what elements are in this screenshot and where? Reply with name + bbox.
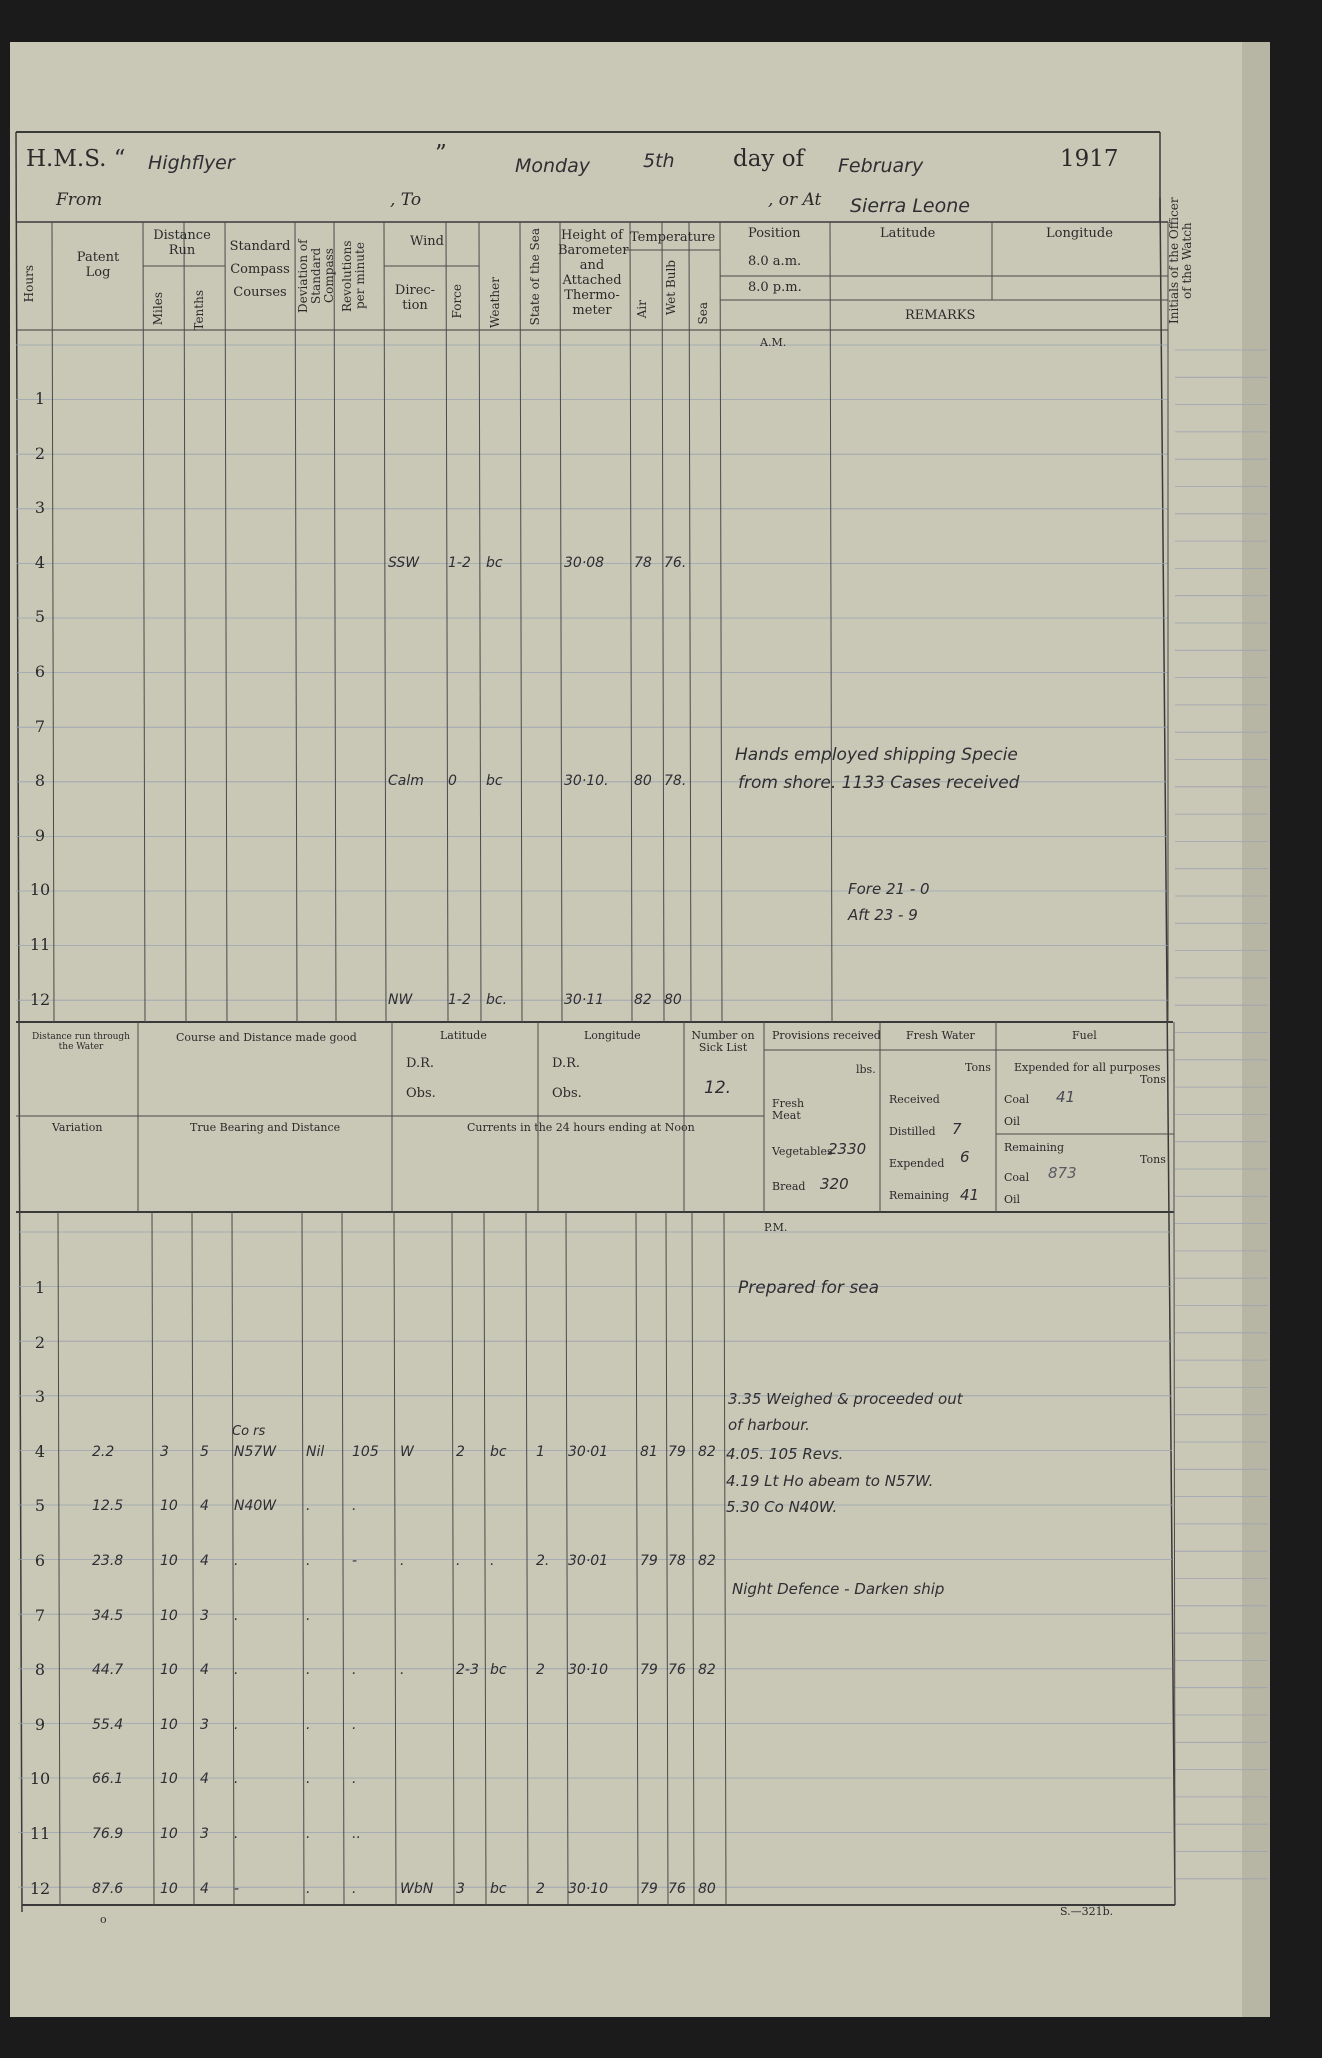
- pm-remark-5: 5.30 Co N40W.: [726, 1498, 838, 1516]
- am-wet-bulb: 78.: [664, 773, 687, 790]
- bread-value: 320: [820, 1175, 849, 1193]
- pm-sea-temp: 82: [698, 1553, 716, 1569]
- day-name: Monday: [515, 155, 591, 177]
- vegetables-label: Vegetables: [772, 1145, 833, 1158]
- hms-label: H.M.S. “: [26, 146, 126, 172]
- mid-lon-obs: Obs.: [552, 1086, 582, 1101]
- fuel-remaining-label: Remaining: [1004, 1141, 1065, 1154]
- hour-label: 7: [34, 716, 46, 736]
- column-line: [394, 1212, 396, 1905]
- pm-compass-course: .: [234, 1662, 239, 1679]
- pm-compass-course: .: [234, 1716, 239, 1733]
- fw-received-label: Received: [889, 1093, 940, 1106]
- to-label: , To: [390, 190, 422, 210]
- fresh-meat-label: Fresh Meat: [772, 1097, 805, 1122]
- column-line: [484, 1212, 486, 1905]
- column-line: [724, 1212, 726, 1905]
- pm-miles: 10: [160, 1771, 178, 1788]
- footer-mark: o: [100, 1913, 107, 1926]
- col-longitude: Longitude: [1046, 226, 1113, 241]
- bread-label: Bread: [772, 1180, 806, 1193]
- column-line: [334, 222, 336, 1022]
- pm-patent-log: 66.1: [92, 1771, 124, 1788]
- column-line: [520, 222, 522, 1022]
- pm-remark-prepared: Prepared for sea: [738, 1278, 880, 1298]
- pm-remark-3: 4.05. 105 Revs.: [726, 1445, 844, 1463]
- pm-sea-state: 2: [536, 1662, 545, 1679]
- am-wet-bulb: 80: [664, 991, 682, 1008]
- month: February: [838, 155, 924, 177]
- pm-compass-course: -: [234, 1880, 240, 1897]
- sick-value: 12.: [704, 1078, 732, 1098]
- or-at-label: , or At: [768, 190, 822, 210]
- pm-deviation: .: [306, 1553, 311, 1569]
- hour-label: 1: [34, 1278, 46, 1297]
- pm-sea-temp: 82: [698, 1443, 716, 1460]
- hour-label: 7: [34, 1605, 46, 1625]
- hour-label: 6: [34, 1551, 46, 1570]
- pm-barometer: 30·10: [568, 1880, 609, 1897]
- column-line: [630, 222, 632, 1022]
- column-line: [302, 1212, 304, 1905]
- mid-true-bearing: True Bearing and Distance: [190, 1121, 341, 1134]
- pm-wet-bulb: 76: [668, 1880, 686, 1897]
- pm-sea-state: 1: [536, 1443, 545, 1460]
- am-remark-2: from shore. 1133 Cases received: [738, 773, 1020, 793]
- hour-label: 5: [34, 607, 46, 627]
- pm-tenths: 4: [200, 1662, 209, 1679]
- column-line: [636, 1212, 638, 1905]
- column-line: [689, 222, 691, 1022]
- pm-miles: 10: [160, 1880, 178, 1897]
- column-line: [692, 1212, 694, 1905]
- pm-patent-log: 76.9: [92, 1826, 124, 1842]
- mid-sick-list: Number on Sick List: [691, 1029, 755, 1054]
- place: Sierra Leone: [850, 195, 970, 217]
- mid-lat-obs: Obs.: [406, 1086, 436, 1101]
- col-air: Air: [635, 300, 649, 319]
- column-line: [384, 222, 386, 1022]
- hour-label: 3: [34, 498, 46, 518]
- pm-deviation: Nil: [306, 1443, 325, 1460]
- pm-revolutions: -: [352, 1553, 358, 1569]
- hour-label: 8: [34, 771, 46, 791]
- column-line: [720, 222, 722, 1022]
- hour-label: 8: [34, 1660, 46, 1680]
- pm-compass-course: .: [234, 1826, 239, 1842]
- am-wind-direction: NW: [388, 991, 413, 1008]
- pm-revolutions: .: [352, 1498, 357, 1515]
- fuel-tons-1: Tons: [1140, 1073, 1166, 1086]
- col-wind: Wind: [410, 234, 444, 249]
- fw-expended-label: Expended: [889, 1157, 945, 1170]
- pm-remark-2: of harbour.: [728, 1416, 810, 1434]
- col-barometer: Height of Barometer and Attached Thermo-meter: [558, 228, 629, 318]
- pm-revolutions: .: [352, 1771, 357, 1788]
- pm-tenths: 5: [200, 1443, 209, 1460]
- am-remark-1: Hands employed shipping Specie: [735, 745, 1018, 765]
- fw-remaining-value: 41: [960, 1186, 980, 1204]
- fw-remaining-label: Remaining: [889, 1189, 950, 1202]
- pm-miles: 10: [160, 1716, 178, 1733]
- pm-compass-course: N40W: [234, 1498, 277, 1515]
- pm-compass-course: .: [234, 1771, 239, 1788]
- hour-label: 6: [34, 662, 46, 681]
- pm-remark-4: 4.19 Lt Ho abeam to N57W.: [726, 1472, 934, 1490]
- fw-expended-value: 6: [960, 1148, 970, 1166]
- pm-wind-direction: .: [400, 1662, 405, 1679]
- pm-wind-force: 2-3: [456, 1662, 479, 1679]
- col-wind-direction: Direc-tion: [394, 283, 436, 313]
- fuel-oil-rem-label: Oil: [1004, 1193, 1021, 1206]
- hour-label: 5: [34, 1496, 46, 1516]
- am-air-temp: 80: [634, 773, 652, 790]
- col-revolutions: Revolutions per minute: [340, 240, 367, 312]
- hour-label: 11: [29, 1824, 51, 1843]
- pm-remark-defence: Night Defence - Darken ship: [732, 1580, 945, 1598]
- hour-label: 2: [34, 1332, 46, 1352]
- hour-label: 9: [34, 1714, 46, 1734]
- pm-revolutions: 105: [352, 1443, 379, 1460]
- hour-label: 12: [29, 989, 51, 1009]
- am-barometer: 30·11: [564, 991, 605, 1008]
- fuel-expended-label: Expended for all purposes: [1014, 1061, 1161, 1074]
- col-latitude: Latitude: [880, 226, 936, 241]
- fresh-water-label: Fresh Water: [906, 1029, 975, 1042]
- pm-patent-log: 55.4: [92, 1716, 124, 1733]
- fw-distilled-label: Distilled: [889, 1125, 936, 1138]
- column-line: [184, 222, 186, 1022]
- mid-course-made-good: Course and Distance made good: [176, 1031, 357, 1044]
- hour-label: 11: [29, 935, 51, 954]
- mid-variation: Variation: [52, 1121, 103, 1134]
- day-of-label: day of: [733, 146, 805, 172]
- am-weather: bc.: [486, 991, 508, 1008]
- pm-patent-log: 23.8: [92, 1553, 124, 1569]
- column-line: [446, 222, 448, 1022]
- pm-patent-log: 44.7: [92, 1662, 124, 1679]
- column-line: [342, 1212, 344, 1905]
- pm-air-temp: 79: [640, 1662, 658, 1679]
- am-barometer: 30·10.: [564, 773, 609, 790]
- hour-label: 12: [29, 1878, 51, 1898]
- am-wet-bulb: 76.: [664, 554, 687, 571]
- pm-miles: 10: [160, 1607, 178, 1624]
- pm-tenths: 4: [200, 1771, 209, 1788]
- position-am8: 8.0 a.m.: [748, 254, 802, 269]
- hour-label: 4: [34, 1441, 46, 1461]
- pm-revolutions: .: [352, 1716, 357, 1733]
- pm-miles: 10: [160, 1498, 178, 1515]
- ship-name: Highflyer: [148, 152, 235, 174]
- col-std-compass: Standard Compass Courses: [229, 239, 291, 300]
- pm-miles: 10: [160, 1662, 178, 1679]
- form-number: S.—321b.: [1060, 1905, 1114, 1918]
- col-position: Position: [748, 226, 801, 241]
- hour-label: 10: [29, 1769, 51, 1789]
- day-number: 5th: [643, 150, 675, 172]
- hour-label: 2: [34, 443, 46, 463]
- am-barometer: 30·08: [564, 554, 605, 571]
- pm-wind-direction: WbN: [400, 1880, 434, 1897]
- pm-weather: bc: [490, 1662, 507, 1679]
- pm-deviation: .: [306, 1880, 311, 1897]
- col-patent-log: Patent Log: [76, 250, 120, 280]
- col-sea: Sea: [696, 302, 710, 325]
- pm-tenths: 4: [200, 1553, 209, 1569]
- fuel-coal-remaining: 873: [1048, 1164, 1077, 1182]
- pm-barometer: 30·01: [568, 1553, 609, 1569]
- hour-label: 4: [34, 552, 46, 572]
- mid-lat-dr: D.R.: [406, 1056, 435, 1071]
- pm-sea-state: 2.: [536, 1553, 550, 1569]
- am-wind-direction: SSW: [388, 554, 420, 571]
- col-wet-bulb: Wet Bulb: [664, 260, 678, 316]
- pm-wind-direction: .: [400, 1553, 405, 1569]
- column-line: [192, 1212, 194, 1905]
- pm-compass-course: .: [234, 1553, 239, 1569]
- pm-deviation: .: [306, 1498, 311, 1515]
- col-deviation: Deviation of Standard Compass: [296, 239, 336, 313]
- pm-wind-force: 2: [456, 1443, 465, 1460]
- am-wind-direction: Calm: [388, 773, 424, 790]
- fuel-oil-label: Oil: [1004, 1115, 1021, 1128]
- mid-longitude: Longitude: [584, 1029, 641, 1042]
- pm-deviation: .: [306, 1716, 311, 1733]
- pm-remark-1: 3.35 Weighed & proceeded out: [728, 1390, 963, 1408]
- column-line: [526, 1212, 528, 1905]
- am-wind-force: 1-2: [448, 991, 471, 1008]
- pm-miles: 10: [160, 1553, 178, 1569]
- vegetables-value: 2330: [828, 1140, 867, 1158]
- col-initials: Initials of the Officer of the Watch: [1167, 197, 1194, 325]
- am-air-temp: 78: [634, 554, 652, 571]
- col-temperature: Temperature: [630, 230, 716, 245]
- mid-dist-through-water: Distance run through the Water: [32, 1032, 130, 1052]
- draught-aft: Aft 23 - 9: [848, 906, 918, 924]
- am-air-temp: 82: [634, 991, 652, 1008]
- fuel-coal-label: Coal: [1004, 1093, 1030, 1106]
- pm-wind-force: 3: [456, 1880, 465, 1897]
- pm-wind-force: .: [456, 1553, 461, 1569]
- col-remarks: REMARKS: [905, 308, 976, 323]
- pm-sea-temp: 80: [698, 1880, 716, 1897]
- hour-label: 3: [34, 1387, 46, 1407]
- column-line: [152, 1212, 154, 1905]
- column-line: [295, 222, 297, 1022]
- column-line: [225, 222, 227, 1022]
- pm-weather: bc: [490, 1443, 507, 1460]
- pm-tenths: 3: [200, 1716, 209, 1733]
- pm-tenths: 4: [200, 1880, 209, 1897]
- column-line: [479, 222, 481, 1022]
- pm-patent-log: 87.6: [92, 1880, 124, 1897]
- am-label: A.M.: [760, 336, 787, 349]
- pm-deviation: .: [306, 1662, 311, 1679]
- column-line: [58, 1212, 60, 1905]
- column-line: [143, 222, 145, 1022]
- pm-air-temp: 79: [640, 1553, 658, 1569]
- am-wind-force: 1-2: [448, 554, 471, 571]
- provisions-lbs: lbs.: [856, 1063, 876, 1076]
- pm-miles: 10: [160, 1826, 178, 1842]
- col-weather: Weather: [488, 277, 502, 328]
- pm-revolutions: ..: [352, 1826, 361, 1842]
- column-line: [662, 222, 664, 1022]
- from-label: From: [56, 190, 103, 210]
- mid-latitude: Latitude: [440, 1029, 487, 1042]
- fuel-coal-value: 41: [1056, 1088, 1076, 1106]
- col-distance-run: Distance Run: [153, 228, 211, 258]
- pm-compass-course: N57W: [234, 1443, 277, 1460]
- year: 1917: [1060, 146, 1119, 172]
- col-tenths: Tenths: [192, 290, 206, 331]
- am-weather: bc: [486, 773, 503, 790]
- col-wind-force: Force: [450, 284, 464, 319]
- pm-miles: 3: [160, 1443, 169, 1460]
- pm-deviation: .: [306, 1771, 311, 1788]
- pm-wind-direction: W: [400, 1443, 414, 1460]
- pm-tenths: 3: [200, 1607, 209, 1624]
- hour-label: 10: [29, 880, 51, 900]
- quote-close: ”: [435, 141, 447, 167]
- col-hours: Hours: [22, 265, 36, 303]
- mid-currents: Currents in the 24 hours ending at Noon: [467, 1121, 695, 1134]
- pm-deviation: .: [306, 1826, 311, 1842]
- am-wind-force: 0: [448, 773, 457, 790]
- pm-wet-bulb: 79: [668, 1443, 686, 1460]
- pm-weather: bc: [490, 1880, 507, 1897]
- column-line: [830, 222, 832, 1022]
- mid-lon-dr: D.R.: [552, 1056, 581, 1071]
- col-state-sea: State of the Sea: [528, 228, 542, 326]
- pm-wet-bulb: 78: [668, 1553, 686, 1569]
- pm-patent-log: 12.5: [92, 1498, 124, 1515]
- column-line: [560, 222, 562, 1022]
- am-weather: bc: [486, 554, 503, 571]
- pm-air-temp: 81: [640, 1443, 658, 1460]
- column-line: [452, 1212, 454, 1905]
- pm-course-label: Co rs: [232, 1424, 266, 1439]
- pm-tenths: 3: [200, 1826, 209, 1842]
- fw-distilled-value: 7: [952, 1120, 962, 1138]
- draught-fore: Fore 21 - 0: [848, 880, 930, 898]
- pm-barometer: 30·10: [568, 1662, 609, 1679]
- fuel-label: Fuel: [1072, 1029, 1097, 1042]
- pm-tenths: 4: [200, 1498, 209, 1515]
- col-miles: Miles: [151, 292, 165, 326]
- fuel-tons-2: Tons: [1140, 1153, 1166, 1166]
- pm-sea-temp: 82: [698, 1662, 716, 1679]
- pm-revolutions: .: [352, 1662, 357, 1679]
- pm-patent-log: 34.5: [92, 1607, 124, 1624]
- pm-weather: .: [490, 1553, 495, 1569]
- pm-barometer: 30·01: [568, 1443, 609, 1460]
- pm-patent-log: 2.2: [92, 1443, 115, 1460]
- fuel-coal-rem-label: Coal: [1004, 1171, 1030, 1184]
- pm-compass-course: .: [234, 1607, 239, 1624]
- pm-deviation: .: [306, 1607, 311, 1624]
- pm-label: P.M.: [764, 1221, 788, 1234]
- pm-revolutions: .: [352, 1880, 357, 1897]
- provisions-label: Provisions received: [772, 1029, 881, 1042]
- pm-air-temp: 79: [640, 1880, 658, 1897]
- position-pm8: 8.0 p.m.: [748, 280, 802, 295]
- pm-wet-bulb: 76: [668, 1662, 686, 1679]
- hour-label: 9: [34, 825, 46, 845]
- pm-sea-state: 2: [536, 1880, 545, 1897]
- fresh-water-tons: Tons: [965, 1061, 991, 1074]
- hour-label: 1: [34, 389, 46, 408]
